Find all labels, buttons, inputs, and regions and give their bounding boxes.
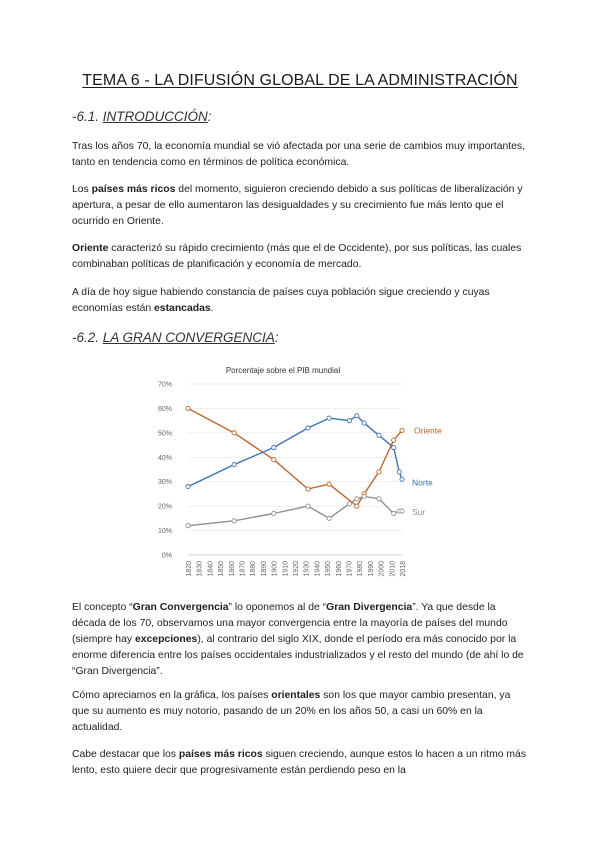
data-point — [327, 482, 331, 486]
paragraph-text: ”. Ya que desde la década de los 70, observamos una mayor convergencia entre la mayoría de países del mundo (siempre hay — [72, 602, 508, 645]
bold-text: Oriente — [72, 243, 109, 254]
x-tick-label: 1970 — [346, 561, 354, 577]
series-label-norte: Norte — [412, 477, 433, 488]
series-label-oriente: Oriente — [414, 425, 442, 436]
x-tick-label: 1900 — [271, 561, 279, 577]
paragraph-text: El concepto “ — [72, 602, 133, 613]
data-point — [362, 494, 366, 498]
section-heading-introduccion — [72, 109, 212, 124]
section-title: LA GRAN CONVERGENCIA — [102, 330, 275, 345]
paragraph-7 — [72, 747, 528, 779]
y-tick-label: 30% — [157, 479, 172, 487]
section-colon: : — [207, 109, 212, 124]
paragraph-text: Cabe destacar que los — [72, 749, 179, 760]
bold-text: países más ricos — [91, 184, 176, 195]
paragraph-4 — [72, 285, 528, 317]
paragraph-6 — [72, 688, 528, 736]
paragraph-3 — [72, 241, 528, 273]
y-tick-label: 40% — [157, 454, 172, 462]
data-point — [347, 419, 351, 423]
x-tick-label: 1880 — [250, 561, 258, 577]
paragraph-text: ” lo oponemos al de “ — [228, 602, 327, 613]
data-point — [232, 431, 236, 435]
data-point — [392, 511, 396, 515]
x-tick-label: 1920 — [293, 561, 300, 577]
data-point — [377, 470, 381, 474]
data-point — [392, 438, 396, 442]
bold-text: orientales — [271, 690, 321, 701]
data-point — [400, 428, 404, 432]
data-point — [377, 433, 381, 437]
bold-text: países más ricos — [178, 749, 263, 760]
paragraph-2 — [72, 182, 528, 230]
data-point — [272, 458, 276, 462]
x-tick-label: 1990 — [367, 561, 375, 577]
series-line-sur — [188, 496, 402, 525]
x-tick-label: 1980 — [357, 561, 365, 577]
x-tick-label: 1870 — [239, 561, 247, 577]
section-number: -6.1. — [72, 109, 103, 124]
data-point — [186, 406, 190, 410]
paragraph-text: Cómo apreciamos en la gráfica, los países — [72, 690, 272, 701]
data-point — [355, 497, 359, 501]
x-tick-label: 1860 — [228, 561, 236, 577]
paragraph-1: Tras los años 70, la economía mundial se vió afectada por una serie de cambios muy importantes, tanto en tendencia como en términos de política económica. — [72, 141, 525, 168]
data-point — [186, 485, 190, 489]
data-point — [272, 445, 276, 449]
paragraph-text: siguen creciendo, aunque estos lo hacen a un ritmo más lento, esto quiere decir que progresivamente están perdiendo peso en la — [72, 749, 527, 776]
y-tick-label: 50% — [157, 430, 172, 438]
x-tick-label: 1840 — [207, 561, 215, 577]
data-point — [232, 519, 236, 523]
y-tick-label: 20% — [157, 503, 172, 511]
section-number: -6.2. — [72, 330, 103, 345]
y-tick-label: 0% — [161, 552, 172, 560]
y-tick-label: 60% — [157, 405, 172, 413]
x-tick-label: 1820 — [186, 561, 193, 577]
bold-text: estancadas — [154, 303, 211, 314]
paragraph-text: son los que mayor cambio presentan, ya que su aumento es muy notorio, pasando de un 20% en los años 50, a casi un 60% en la actualidad. — [72, 690, 511, 733]
paragraph-text: ), al contrario del siglo XIX, donde el período era más conocido por la enorme diferencia entre los países occidentales industrializados y el resto del mundo (de ahí lo de “Gran Divergencia”. — [72, 634, 524, 677]
chart-title: Porcentaje sobre el PIB mundial — [225, 366, 341, 375]
paragraph-text: Los — [72, 184, 92, 195]
data-point — [327, 416, 331, 420]
pib-line-chart — [148, 364, 458, 590]
bold-text: excepciones — [134, 634, 198, 645]
paragraph-text: caracterizó su rápido crecimiento (más que el de Occidente), por sus políticas, las cuales combinaban políticas de planificación y economía de mercado. — [72, 243, 522, 270]
y-tick-label: 10% — [157, 528, 172, 536]
x-tick-label: 1850 — [218, 561, 226, 577]
data-point — [347, 502, 351, 506]
paragraph-text: . — [210, 303, 214, 314]
data-point — [400, 477, 404, 481]
x-tick-label: 1910 — [282, 561, 290, 577]
series-label-sur: Sur — [412, 507, 426, 518]
data-point — [397, 470, 401, 474]
series-line-norte — [188, 416, 402, 487]
data-point — [232, 463, 236, 467]
x-tick-label: 1940 — [314, 561, 322, 577]
data-point — [272, 511, 276, 515]
bold-text: Gran Convergencia — [132, 602, 229, 613]
x-tick-label: 1890 — [260, 561, 268, 577]
data-point — [355, 414, 359, 418]
data-point — [392, 445, 396, 449]
data-point — [400, 509, 404, 513]
data-point — [377, 497, 381, 501]
data-point — [355, 504, 359, 508]
paragraph-text: A día de hoy sigue habiendo constancia de países cuya población sigue creciendo y cuyas economías están — [72, 287, 490, 314]
x-tick-label: 2018 — [400, 561, 407, 577]
x-tick-label: 1950 — [325, 561, 333, 577]
y-tick-label: 70% — [157, 381, 172, 389]
x-tick-label: 1830 — [196, 561, 204, 577]
section-title: INTRODUCCIÓN — [102, 109, 208, 124]
data-point — [362, 421, 366, 425]
paragraph-5 — [72, 600, 528, 680]
x-tick-label: 2000 — [378, 561, 386, 577]
section-colon: : — [274, 330, 279, 345]
x-tick-label: 2010 — [389, 561, 397, 577]
paragraph-text: del momento, siguieron creciendo debido a sus políticas de liberalización y apertura, a pesar de ello aumentaron las desigualdades y su crecimiento fue más lento que el ocurrido en Oriente. — [72, 184, 523, 227]
data-point — [327, 516, 331, 520]
data-point — [306, 487, 310, 491]
data-point — [306, 426, 310, 430]
x-tick-label: 1930 — [303, 561, 311, 577]
page-title: TEMA 6 - LA DIFUSIÓN GLOBAL DE LA ADMINISTRACIÓN — [82, 72, 518, 89]
data-point — [186, 524, 190, 528]
data-point — [306, 504, 310, 508]
x-tick-label: 1960 — [335, 561, 343, 577]
section-heading-gran-convergencia — [72, 330, 279, 345]
bold-text: Gran Divergencia — [326, 602, 413, 613]
